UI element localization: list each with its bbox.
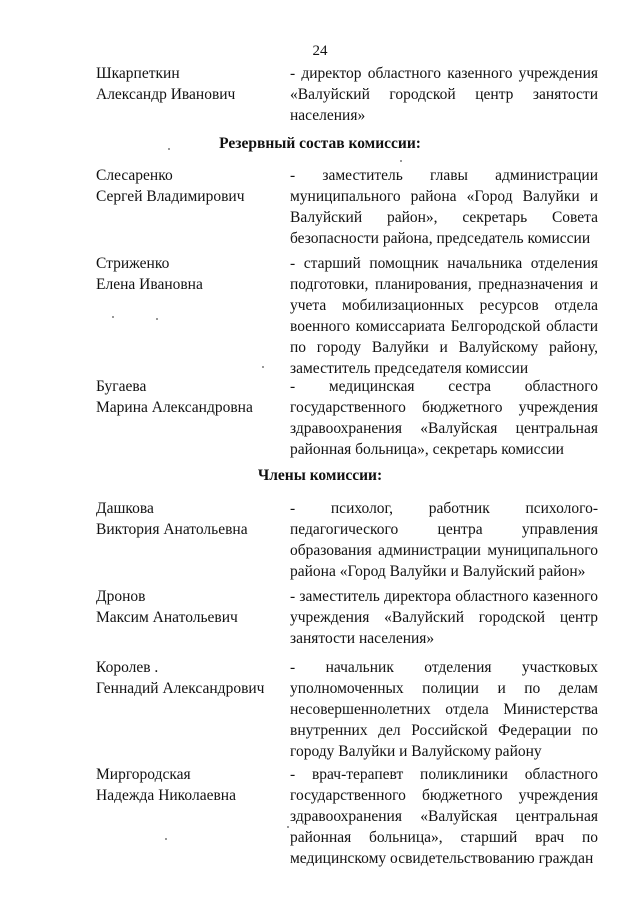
- member-given-name: Максим Анатольевич: [96, 609, 238, 626]
- scan-speck: [156, 318, 158, 320]
- members-section-heading: Члены комиссии:: [257, 467, 383, 484]
- member-description: - старший помощник начальника отделения подготовки, планирования, предназначения и учета мобилизационных ресурсов отдела военного комиссариата Белгородской области по городу Валуйки и Валуйскому району, заместитель председателя комиссии: [290, 255, 598, 377]
- member-description: - врач-терапевт поликлиники областного государственного бюджетного учреждения здравоохранения «Валуйская центральная районная больница», старший врач по медицинскому освидетельствованию граждан: [290, 766, 598, 867]
- page-number: 24: [312, 43, 328, 59]
- member-given-name: Марина Александровна: [96, 399, 253, 416]
- member-surname: Слесаренко: [96, 167, 173, 184]
- scan-speck: [287, 826, 289, 828]
- member-surname: Миргородская: [96, 766, 191, 783]
- member-surname: Дронов: [96, 588, 146, 605]
- member-given-name: Александр Иванович: [96, 86, 236, 103]
- member-name: [96, 586, 296, 628]
- member-name: [96, 376, 296, 418]
- member-name: [96, 253, 296, 295]
- member-surname: Дашкова: [96, 500, 154, 517]
- member-description: - заместитель главы администрации муниципального района «Город Валуйки и Валуйский район», секретарь Совета безопасности района, председатель комиссии: [290, 167, 598, 247]
- member-name: [96, 657, 296, 699]
- scan-speck: [165, 838, 167, 840]
- member-description: - заместитель директора областного казенного учреждения «Валуйский городской центр занятости населения»: [290, 588, 598, 647]
- member-given-name: Виктория Анатольевна: [96, 521, 248, 538]
- member-surname: Стриженко: [96, 255, 170, 272]
- scan-speck: [400, 160, 402, 162]
- member-given-name: Сергей Владимирович: [96, 188, 245, 205]
- member-name: [96, 764, 296, 806]
- member-surname: Королев .: [96, 659, 159, 676]
- scan-speck: [168, 148, 170, 150]
- member-given-name: Елена Ивановна: [96, 276, 203, 293]
- member-description: - директор областного казенного учреждения «Валуйский городской центр занятости населения»: [290, 65, 598, 124]
- member-name: [96, 63, 296, 105]
- member-surname: Шкарпеткин: [96, 65, 180, 82]
- member-description: - психолог, работник психолого-педагогического центра управления образования администрации муниципального района «Город Валуйки и Валуйский район»: [290, 500, 598, 580]
- member-name: [96, 165, 296, 207]
- scan-speck: [112, 316, 114, 318]
- member-surname: Бугаева: [96, 378, 147, 395]
- member-description: - начальник отделения участковых уполномоченных полиции и по делам несовершеннолетних отдела Министерства внутренних дел Российской Федерации по городу Валуйки и Валуйскому району: [290, 659, 598, 760]
- reserve-section-heading: Резервный состав комиссии:: [219, 135, 421, 152]
- member-name: [96, 498, 296, 540]
- member-given-name: Надежда Николаевна: [96, 787, 236, 804]
- member-given-name: Геннадий Александрович: [96, 680, 265, 697]
- scan-speck: [262, 366, 264, 368]
- member-description: - медицинская сестра областного государственного бюджетного учреждения здравоохранения «Валуйская центральная районная больница», секретарь комиссии: [290, 378, 598, 458]
